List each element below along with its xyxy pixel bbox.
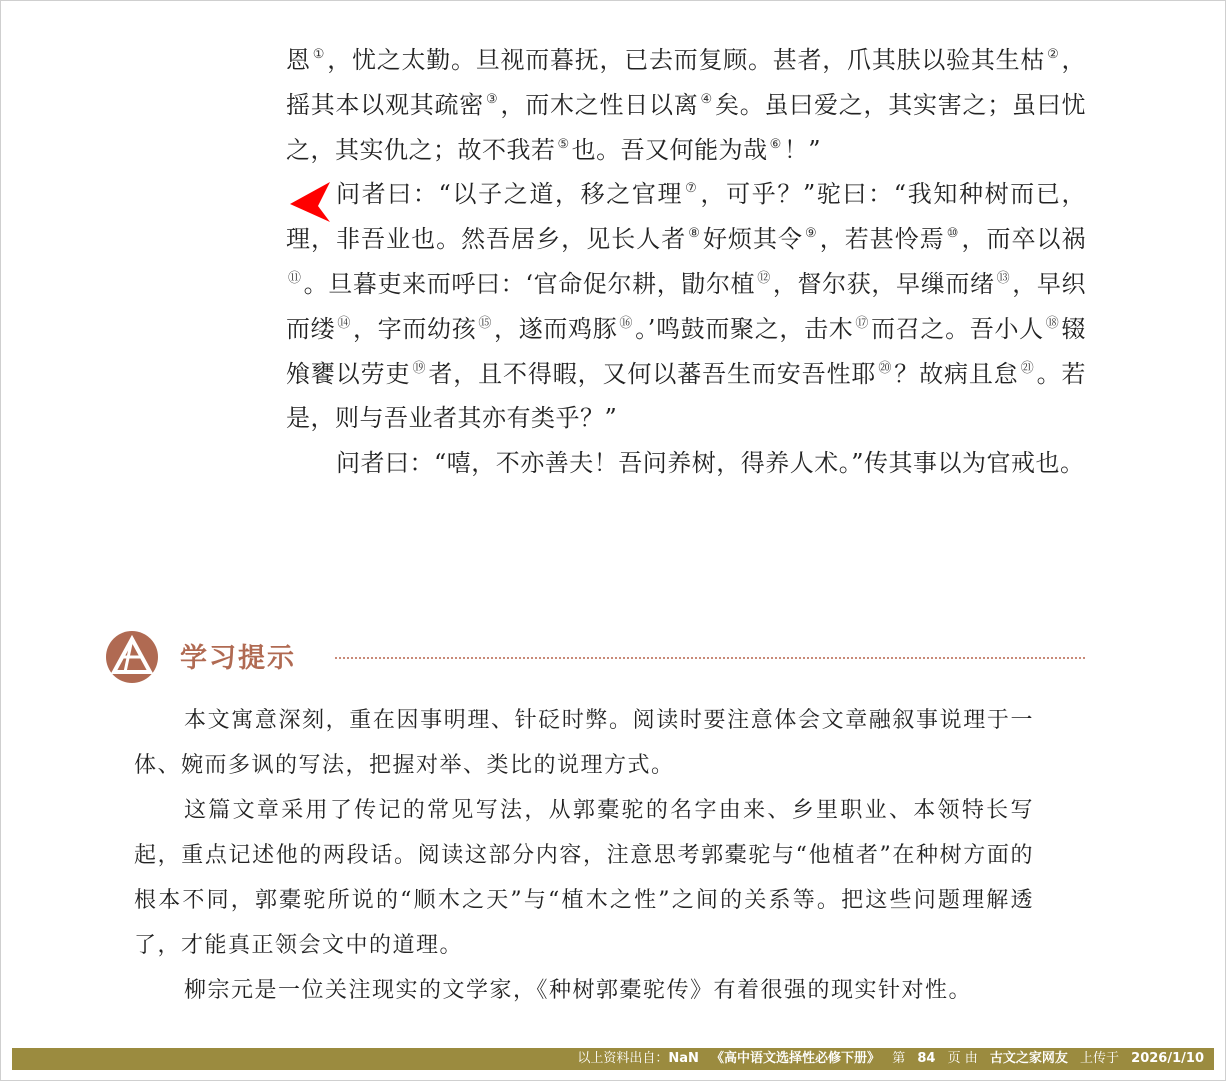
study-tips-title: 学习提示 — [180, 643, 296, 674]
footer-page-prefix: 第 — [892, 1051, 906, 1066]
passage-text: 而召之。吾小人 — [871, 314, 1044, 343]
footnote-marker: ⑫ — [757, 270, 771, 286]
passage-text: ，而卒以祸 — [961, 225, 1087, 254]
passage-paragraph — [286, 441, 1086, 486]
passage-text: ，摇其本以观其疏密 — [286, 46, 1087, 119]
passage-paragraph — [286, 172, 1086, 441]
footnote-marker: ⑦ — [685, 181, 699, 197]
footnote-marker: ⑰ — [855, 315, 870, 331]
footnote-marker: ⑬ — [996, 270, 1011, 286]
passage-text: 辍飧饔以劳吏 — [286, 314, 1086, 388]
footer-uploader: 古文之家网友 — [989, 1051, 1068, 1066]
footnote-marker: ⑲ — [412, 360, 427, 376]
passage-text: 也。吾又何能为哉 — [571, 135, 768, 164]
study-tips-header — [105, 628, 1085, 684]
footnote-marker: ⑯ — [619, 315, 634, 331]
passage-text: 。若是，则与吾业者其亦有类乎？” — [286, 359, 1086, 433]
footer-source-value: NaN — [668, 1051, 699, 1066]
footnote-marker: ⑩ — [946, 226, 960, 242]
footer-upload-label: 上传于 — [1080, 1051, 1120, 1066]
footer-page-suffix: 页 由 — [947, 1051, 978, 1066]
footer-page-number: 84 — [917, 1051, 936, 1066]
footnote-marker: ④ — [700, 91, 713, 107]
passage-text: ，而木之性日以离 — [500, 90, 699, 119]
triangle-emblem-icon — [105, 630, 159, 684]
passage-text: ？故病且怠 — [894, 359, 1019, 388]
passage-text: ，若甚怜焉 — [819, 225, 945, 254]
footnote-marker: ⑥ — [769, 136, 782, 152]
footnote-marker: ⑳ — [878, 360, 893, 376]
footnote-marker: ① — [312, 47, 326, 62]
red-arrow-pointer-icon — [288, 180, 332, 224]
passage-text: 问者曰：“嘻，不亦善夫！吾问养树，得养人术。”传其事以为官戒也。 — [336, 449, 1085, 478]
study-tips-paragraph: 柳宗元是一位关注现实的文学家，《种树郭橐驼传》有着很强的现实针对性。 — [184, 978, 973, 1003]
main-passage — [286, 38, 1086, 486]
footer-date: 2026/1/10 — [1131, 1051, 1204, 1066]
dotted-divider — [335, 657, 1085, 659]
passage-text: ，字而幼孩 — [353, 314, 477, 343]
passage-text: 好烦其令 — [702, 225, 804, 254]
study-tips-paragraph: 这篇文章采用了传记的常见写法，从郭橐驼的名字由来、乡里职业、本领特长写起，重点记述他的两段话。阅读这部分内容，注意思考郭橐驼与“他植者”在种树方面的根本不同，郭橐驼所说的“顺木之天”与“植木之性”之间的关系等。把这些问题理解透了，才能真正领会文中的道理。 — [134, 798, 1034, 958]
footnote-marker: ⑱ — [1045, 315, 1060, 331]
passage-text: 。’鸣鼓而聚之，击木 — [635, 314, 854, 343]
passage-text: ，可乎？”驼曰：“我知种树而已，理，非吾业也。然吾居乡，见长人者 — [286, 180, 1086, 254]
footnote-marker: ③ — [486, 91, 499, 107]
passage-text: 矣。虽曰爱之，其实害之；虽曰忧之，其实仇之；故不我若 — [286, 90, 1087, 164]
passage-text: ，遂而鸡豚 — [494, 314, 618, 343]
footer-source-label: 以上资料出自： — [577, 1051, 669, 1066]
passage-text: 者，且不得暇，又何以蕃吾生而安吾性耶 — [428, 359, 877, 388]
footnote-marker: ⑪ — [288, 270, 302, 286]
study-tips-body — [134, 698, 1034, 1013]
footnote-marker: ⑧ — [688, 226, 701, 242]
passage-paragraph — [286, 38, 1086, 172]
footnote-marker: ⑭ — [337, 315, 352, 331]
footnote-marker: ㉑ — [1020, 360, 1035, 376]
footnote-marker: ② — [1047, 47, 1060, 62]
footnote-marker: ⑤ — [557, 136, 570, 152]
passage-text: 。旦暮吏来而呼曰：‘官命促尔耕，勖尔植 — [303, 269, 756, 298]
passage-text: 问者曰：“以子之道，移之官理 — [336, 180, 684, 209]
study-tips-paragraph: 本文寓意深刻，重在因事明理、针砭时弊。阅读时要注意体会文章融叙事说理于一体、婉而多讽的写法，把握对举、类比的说理方式。 — [134, 708, 1034, 778]
source-footer-bar — [12, 1048, 1214, 1070]
footnote-marker: ⑮ — [478, 315, 493, 331]
passage-text: 恩 — [286, 46, 311, 74]
passage-text: ，督尔获，早缫而绪 — [772, 269, 995, 298]
passage-text: ，早织而缕 — [286, 269, 1086, 343]
passage-text: ，忧之太勤。旦视而暮抚，已去而复顾。甚者，爪其肤以验其生枯 — [327, 46, 1046, 74]
footnote-marker: ⑨ — [805, 226, 818, 242]
passage-text: ！” — [783, 135, 822, 164]
footer-book-title: 《高中语文选择性必修下册》 — [711, 1051, 881, 1066]
